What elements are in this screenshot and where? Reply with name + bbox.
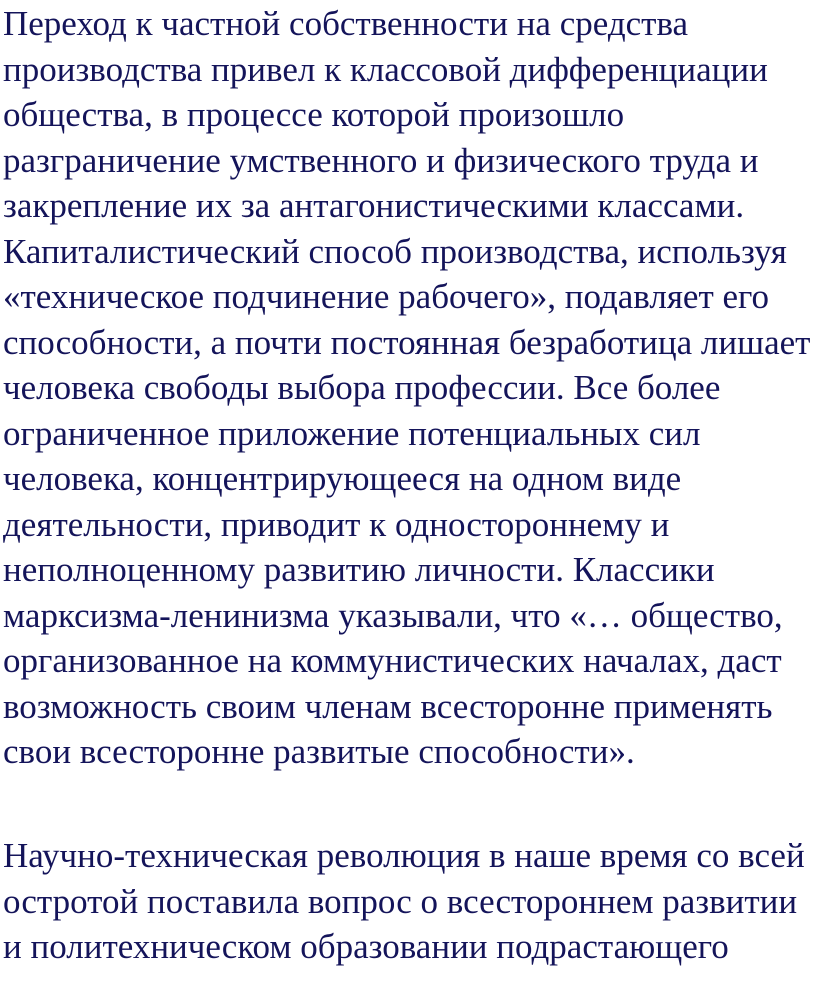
text-line: закрепление их за антагонистическими классами.: [3, 186, 745, 225]
paragraph-2: [3, 833, 805, 970]
text-line: разграничение умственного и физического труда и: [3, 140, 759, 180]
paragraph-1: [3, 1, 810, 775]
text-line: марксизма-ленинизма указывали, что «… общество,: [3, 595, 783, 635]
text-line: Капиталистический способ производства, используя: [3, 231, 787, 271]
text-line: производства привел к классовой дифференциации: [3, 49, 768, 89]
text-line: человека свободы выбора профессии. Все более: [3, 368, 721, 407]
text-line: свои всесторонне развитые способности».: [3, 732, 635, 771]
text-line: остротой поставила вопрос о всестороннем развитии: [3, 881, 798, 921]
text-line: человека, концентрирующееся на одном виде: [3, 459, 682, 498]
text-line: возможность своим членам всесторонне применять: [3, 686, 773, 726]
text-line: неполноценному развитию личности. Классики: [3, 550, 715, 589]
text-line: ограниченное приложение потенциальных сил: [3, 413, 701, 453]
text-line: Переход к частной собственности на средства: [3, 4, 689, 43]
text-line: общества, в процессе которой произошло: [3, 95, 625, 134]
text-line: «техническое подчинение рабочего», подавляет его: [3, 277, 770, 316]
text-line: Научно-техническая революция в наше время со всей: [3, 836, 805, 875]
text-line: организованное на коммунистических началах, даст: [3, 641, 782, 680]
text-line: деятельности, приводит к одностороннему и: [3, 504, 670, 544]
text-line: и политехническом образовании подрастающего: [3, 927, 729, 966]
text-line: способности, а почти постоянная безработица лишает: [3, 322, 811, 362]
